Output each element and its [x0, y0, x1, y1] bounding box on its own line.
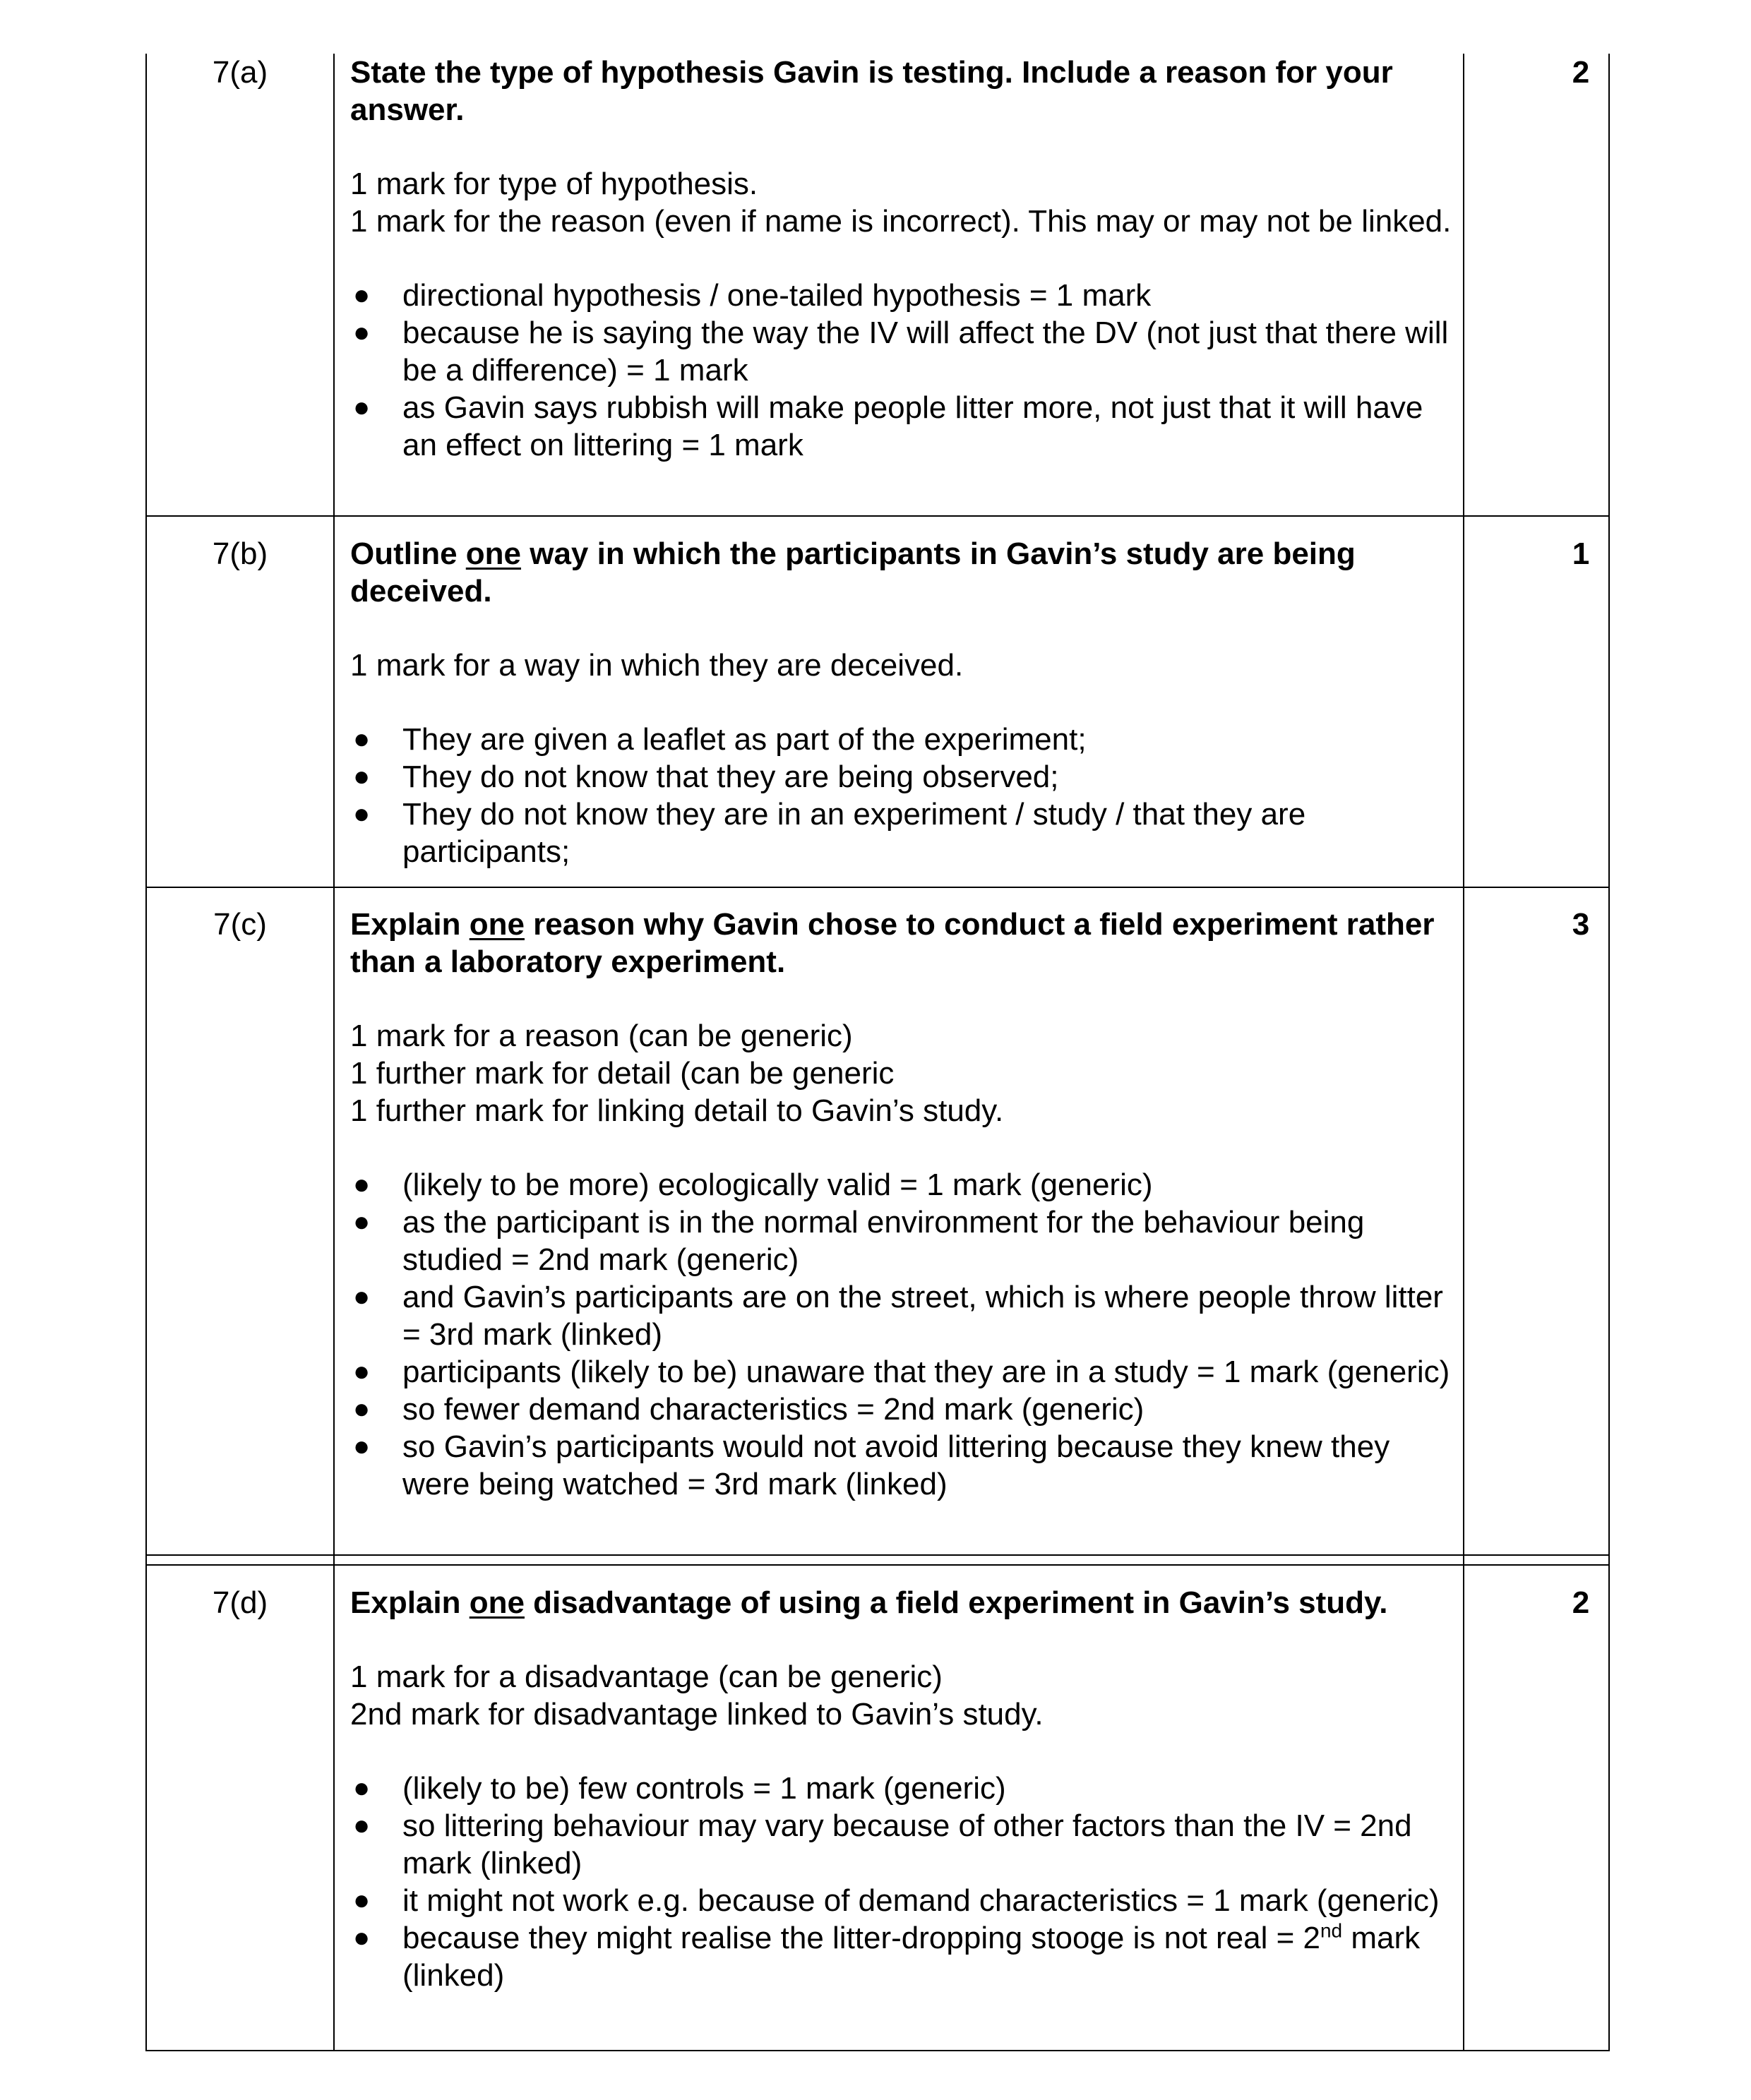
answer-points-7d	[350, 1770, 1459, 1994]
answer-points-7c	[350, 1166, 1459, 1503]
marks-7c: 3	[1572, 907, 1590, 942]
marking-guidance-7c	[350, 1017, 1459, 1129]
bullet-icon: ●	[353, 1431, 371, 1462]
bullet-icon: ●	[353, 1206, 371, 1237]
question-number-7d: 7(d)	[212, 1585, 268, 1620]
question-number-7c: 7(c)	[213, 907, 267, 942]
answer-cell-7b	[350, 535, 1459, 870]
marking-guidance-7a	[350, 165, 1459, 240]
marks-7b: 1	[1572, 536, 1590, 571]
list-item: ● so fewer demand characteristics = 2nd mark (generic)	[353, 1392, 1145, 1427]
row-divider-b-c	[145, 887, 1610, 888]
table-left-border	[145, 54, 147, 2051]
guidance-line: 1 mark for a disadvantage (can be generic)	[350, 1660, 943, 1694]
table-column-divider-1	[333, 54, 335, 2051]
answer-cell-7c	[350, 906, 1459, 1503]
question-number-7a: 7(a)	[212, 55, 268, 90]
bullet-icon: ●	[353, 1393, 371, 1424]
list-item: ● They do not know they are in an experiment / study / that they are participants;	[353, 797, 1306, 869]
bullet-icon: ●	[353, 1922, 371, 1953]
list-item: ● directional hypothesis / one-tailed hypothesis = 1 mark	[353, 278, 1152, 313]
bullet-icon: ●	[353, 280, 371, 311]
list-item: ● because he is saying the way the IV will affect the DV (not just that there will be a difference) = 1 mark	[353, 316, 1449, 388]
guidance-line: 1 mark for type of hypothesis.	[350, 167, 758, 201]
bullet-icon: ●	[353, 1810, 371, 1841]
bullet-icon: ●	[353, 1281, 371, 1312]
bullet-icon: ●	[353, 1169, 371, 1200]
bullet-icon: ●	[353, 1772, 371, 1804]
question-text-7b: Outline one way in which the participants in Gavin’s study are being deceived.	[350, 536, 1356, 608]
answer-points-7a	[350, 277, 1459, 464]
list-item: ● so littering behaviour may vary because of other factors than the IV = 2nd mark (linked)	[353, 1808, 1412, 1880]
table-bottom-border	[145, 2050, 1610, 2051]
guidance-line: 1 mark for a way in which they are deceived.	[350, 648, 964, 683]
list-item: ● and Gavin’s participants are on the street, which is where people throw litter = 3rd mark (linked)	[353, 1280, 1443, 1352]
list-item: ● as the participant is in the normal environment for the behaviour being studied = 2nd mark (generic)	[353, 1205, 1365, 1277]
answer-cell-7a	[350, 54, 1459, 464]
question-text-7c: Explain one reason why Gavin chose to conduct a field experiment rather than a laboratory experiment.	[350, 907, 1435, 979]
bullet-icon: ●	[353, 1356, 371, 1387]
table-right-border	[1608, 54, 1610, 2051]
emphasis-one: one	[469, 1585, 525, 1620]
bullet-icon: ●	[353, 724, 371, 755]
bullet-icon: ●	[353, 392, 371, 423]
answer-points-7b	[350, 721, 1459, 870]
list-item: ● participants (likely to be) unaware that they are in a study = 1 mark (generic)	[353, 1355, 1450, 1389]
row-divider-c-d-top	[145, 1554, 1610, 1556]
guidance-line: 1 mark for the reason (even if name is incorrect). This may or may not be linked.	[350, 204, 1452, 239]
guidance-line: 2nd mark for disadvantage linked to Gavin’s study.	[350, 1697, 1044, 1732]
list-item: ● They are given a leaflet as part of the experiment;	[353, 722, 1087, 757]
answer-cell-7d	[350, 1584, 1459, 1994]
bullet-icon: ●	[353, 317, 371, 348]
list-item: ● They do not know that they are being observed;	[353, 760, 1059, 794]
guidance-line: 1 further mark for detail (can be generic	[350, 1056, 895, 1091]
marking-guidance-7b	[350, 647, 1459, 684]
list-item: ● it might not work e.g. because of demand characteristics = 1 mark (generic)	[353, 1883, 1440, 1918]
bullet-icon: ●	[353, 1885, 371, 1916]
guidance-line: 1 mark for a reason (can be generic)	[350, 1019, 853, 1053]
list-item: ● because they might realise the litter-dropping stooge is not real = 2nd mark (linked)	[353, 1919, 1421, 1993]
emphasis-one: one	[465, 536, 522, 571]
marking-guidance-7d	[350, 1658, 1459, 1733]
list-item: ● (likely to be) few controls = 1 mark (generic)	[353, 1771, 1006, 1806]
question-text-7a: State the type of hypothesis Gavin is testing. Include a reason for your answer.	[350, 55, 1393, 127]
bullet-icon: ●	[353, 761, 371, 792]
table-column-divider-2	[1463, 54, 1464, 2051]
question-number-7b: 7(b)	[212, 536, 268, 571]
marks-7d: 2	[1572, 1585, 1590, 1620]
emphasis-one: one	[469, 907, 525, 942]
marks-7a: 2	[1572, 55, 1590, 90]
list-item: ● as Gavin says rubbish will make people litter more, not just that it will have an effect on littering = 1 mark	[353, 390, 1423, 462]
row-divider-a-b	[145, 515, 1610, 517]
list-item: ● so Gavin’s participants would not avoid littering because they knew they were being watched = 3rd mark (linked)	[353, 1429, 1390, 1501]
row-divider-c-d-bottom	[145, 1564, 1610, 1566]
bullet-icon: ●	[353, 798, 371, 829]
question-text-7d: Explain one disadvantage of using a field experiment in Gavin’s study.	[350, 1585, 1388, 1620]
guidance-line: 1 further mark for linking detail to Gavin’s study.	[350, 1093, 1004, 1128]
list-item: ● (likely to be more) ecologically valid = 1 mark (generic)	[353, 1168, 1153, 1202]
